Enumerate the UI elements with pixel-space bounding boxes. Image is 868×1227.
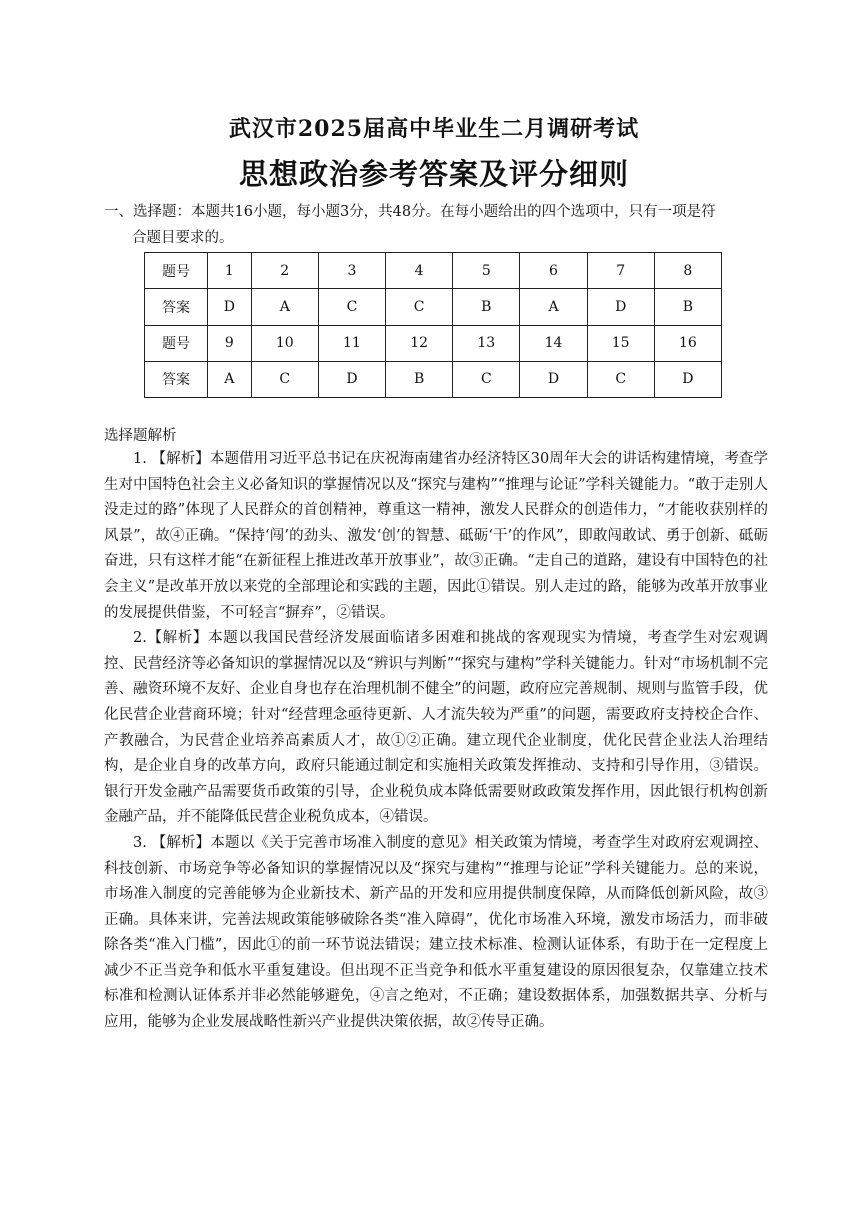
exam-title: 武汉市2025届高中毕业生二月调研考试: [228, 116, 640, 142]
question-number: 11: [318, 325, 385, 361]
answer-cell: D: [587, 289, 654, 325]
answer-cell: D: [318, 361, 385, 397]
document-title: 思想政治参考答案及评分细则: [238, 157, 629, 191]
question-number: 5: [453, 253, 520, 289]
answer-cell: B: [386, 361, 453, 397]
question-number: 4: [386, 253, 453, 289]
analysis-paragraph: 1. 【解析】本题借用习近平总书记在庆祝海南建省办经济特区30周年大会的讲话构建情境，考查学生对中国特色社会主义必备知识的掌握情况以及“探究与建构”“推理与论证”学科关键能力。“敢于走别人没走过的路”体现了人民群众的首创精神，尊重这一精神，激发人民群众的创造伟力，“才能收获别样的风景”，故④正确。“保持‘闯’的劲头、激发‘创’的智慧、砥砺‘干’的作风”，即敢闯敢试、勇于创新、砥砺奋进，只有这样才能“在新征程上推进改革开放事业”，故③正确。“走自己的道路，建设有中国特色的社会主义”是改革开放以来党的全部理论和实践的主题，因此①错误。别人走过的路，能够为改革开放事业的发展提供借鉴，不可轻言“摒弃”，②错误。: [104, 451, 768, 621]
table-row: [145, 289, 722, 325]
analysis-section-title: 选择题解析: [104, 428, 177, 444]
question-number: 15: [587, 325, 654, 361]
analysis-paragraph: 2.【解析】本题以我国民营经济发展面临诸多困难和挑战的客观现实为情境，考查学生对宏观调控、民营经济等必备知识的掌握情况以及“辨识与判断”“探究与建构”学科关键能力。针对“市场机制不完善、融资环境不友好、企业自身也存在治理机制不健全”的问题，政府应完善规制、规则与监管手段，优化民营企业营商环境；针对“经营理念亟待更新、人才流失较为严重”的问题，需要政府支持校企合作、产教融合，为民营企业培养高素质人才，故①②正确。建立现代企业制度，优化民营企业法人治理结构，是企业自身的改革方向，政府只能通过制定和实施相关政策发挥推动、支持和引导作用，③错误。银行开发金融产品需要货币政策的引导，企业税负成本降低需要财政政策发挥作用，因此银行机构创新金融产品，并不能降低民营企业税负成本，④错误。: [104, 630, 768, 826]
question-number: 12: [386, 325, 453, 361]
question-number: 16: [654, 325, 721, 361]
row-label: 答案: [145, 289, 208, 325]
table-row: [145, 325, 722, 361]
instructions-line-2: 合题目要求的。: [132, 230, 234, 246]
answer-cell: A: [520, 289, 587, 325]
analysis-body: [104, 447, 768, 1036]
answer-cell: D: [654, 361, 721, 397]
question-number: 9: [208, 325, 252, 361]
question-number: 14: [520, 325, 587, 361]
answer-cell: D: [520, 361, 587, 397]
answer-cell: C: [587, 361, 654, 397]
question-number: 7: [587, 253, 654, 289]
answer-cell: C: [386, 289, 453, 325]
question-number: 1: [208, 253, 252, 289]
question-number: 10: [251, 325, 318, 361]
answer-cell: C: [318, 289, 385, 325]
analysis-paragraph: 3. 【解析】本题以《关于完善市场准入制度的意见》相关政策为情境，考查学生对政府宏观调控、科技创新、市场竞争等必备知识的掌握情况以及“探究与建构”“推理与论证”学科关键能力。总的来说，市场准入制度的完善能够为企业新技术、新产品的开发和应用提供制度保障，从而降低创新风险，故③正确。具体来讲，完善法规政策能够破除各类“准入障碍”，优化市场准入环境，激发市场活力，而非破除各类“准入门槛”，因此①的前一环节说法错误；建立技术标准、检测认证体系，有助于在一定程度上减少不正当竞争和低水平重复建设。但出现不正当竞争和低水平重复建设的原因很复杂，仅靠建立技术标准和检测认证体系并非必然能够避免，④言之绝对，不正确；建设数据体系，加强数据共享、分析与应用，能够为企业发展战略性新兴产业提供决策依据，故②传导正确。: [104, 834, 768, 1031]
section-instructions: [104, 199, 772, 251]
answer-cell: A: [208, 361, 252, 397]
instructions-line-1: 一、选择题：本题共16小题，每小题3分，共48分。在每小题给出的四个选项中，只有一项是符: [104, 204, 716, 220]
answer-cell: B: [453, 289, 520, 325]
table-row: [145, 253, 722, 289]
answer-cell: C: [251, 361, 318, 397]
row-label: 题号: [145, 253, 208, 289]
answer-cell: A: [251, 289, 318, 325]
answer-cell: C: [453, 361, 520, 397]
answer-table: [144, 252, 722, 398]
answer-cell: D: [208, 289, 252, 325]
answer-cell: B: [654, 289, 721, 325]
row-label: 题号: [145, 325, 208, 361]
question-number: 8: [654, 253, 721, 289]
question-number: 2: [251, 253, 318, 289]
table-row: [145, 361, 722, 397]
question-number: 3: [318, 253, 385, 289]
question-number: 6: [520, 253, 587, 289]
question-number: 13: [453, 325, 520, 361]
row-label: 答案: [145, 361, 208, 397]
